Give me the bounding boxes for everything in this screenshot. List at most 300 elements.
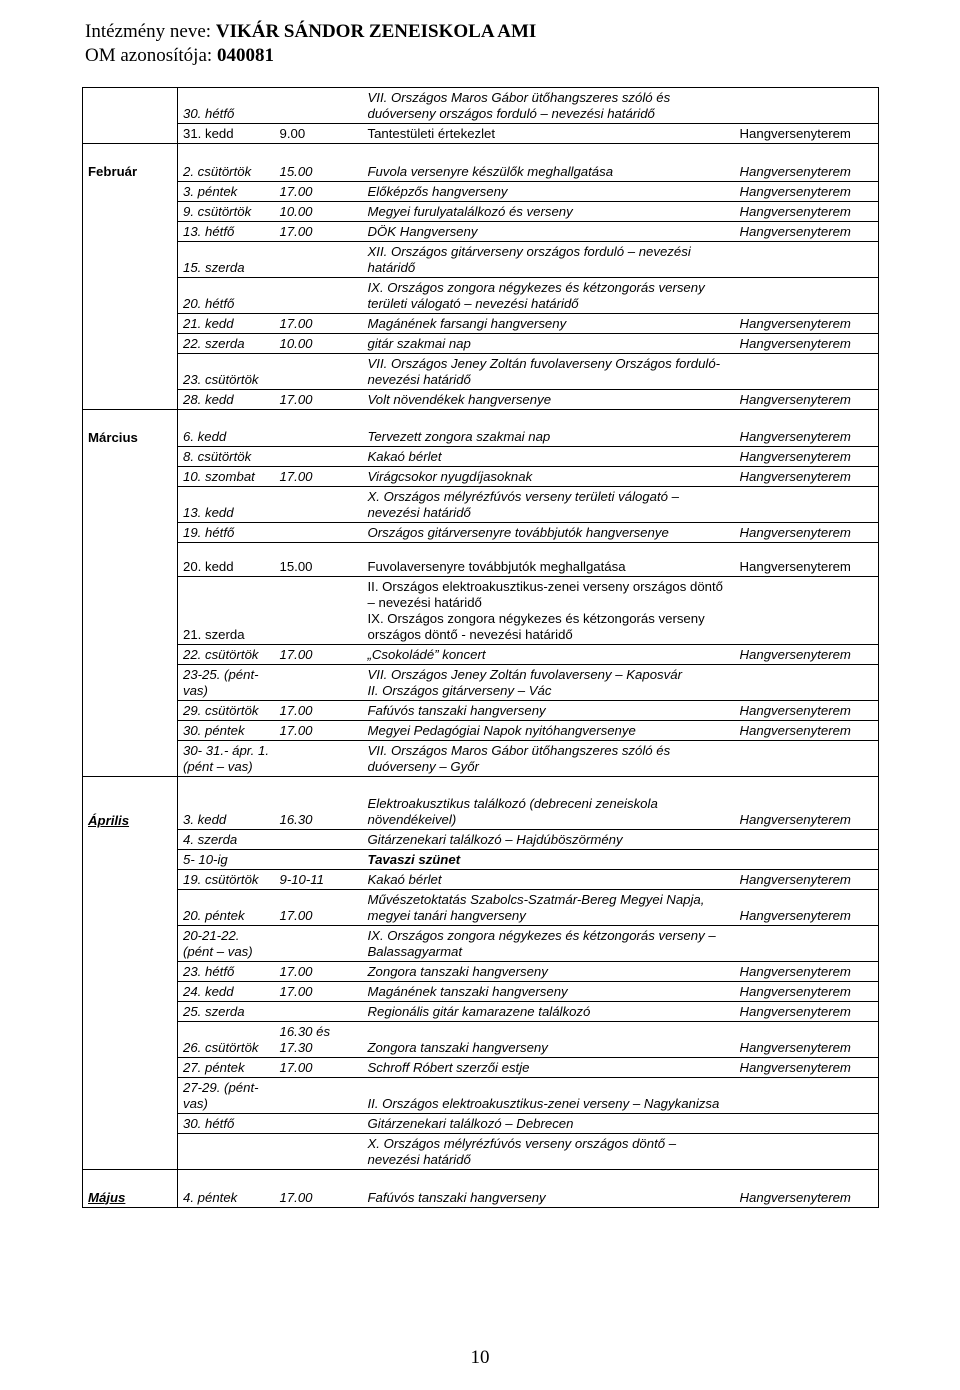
time-cell: 9.00 [275,124,363,144]
month-cell [83,890,178,926]
event-text: Volt növendékek hangversenye [367,391,552,407]
page-number: 10 [470,1347,490,1368]
date-cell [178,776,275,794]
date-cell: 19. csütörtök [178,870,275,890]
event-text: Országos gitárversenyre továbbjutók hangversenye [367,525,669,540]
time-cell: 17.00 [275,700,363,720]
date-cell: 23. hétfő [178,962,275,982]
event-text: VII. Országos Maros Gábor ütőhangszeres szóló és duóverseny országos forduló – nevezési határidő [367,90,671,121]
time-cell: 17.00 [275,982,363,1002]
schedule-row [83,467,879,487]
event-text: Zongora tanszaki hangverseny [367,1040,548,1055]
date-cell [178,409,275,427]
event-cell [363,221,735,241]
event-cell [363,644,735,664]
event-cell [363,313,735,333]
event-text: Zongora tanszaki hangverseny [367,964,548,979]
event-cell [363,830,735,850]
event-cell [363,333,735,353]
place-cell: Hangversenyterem [735,162,879,182]
event-text: Tavaszi szünet [367,852,461,867]
month-cell [83,982,178,1002]
schedule-row [83,644,879,664]
om-id-value: 040081 [216,45,274,66]
event-cell [363,1170,735,1188]
month-cell [83,1078,178,1114]
month-cell [83,1114,178,1134]
place-cell: Hangversenyterem [735,389,879,409]
place-cell: Hangversenyterem [735,1002,879,1022]
month-separator-row [83,1170,879,1188]
event-cell [363,1002,735,1022]
event-text: VII. Országos Jeney Zoltán fuvolaverseny Országos forduló- nevezési határidő [367,355,721,387]
month-cell [83,353,178,389]
event-text: Schroff Róbert szerzői estje [367,1060,530,1075]
date-cell: 8. csütörtök [178,447,275,467]
time-cell [275,926,363,962]
schedule-row [83,487,879,523]
time-cell [275,1134,363,1170]
event-text: Elektroakusztikus találkozó (debreceni zeneiskola növendékeivel) [367,796,658,827]
event-cell [363,144,735,162]
event-cell [363,1022,735,1058]
month-cell [83,543,178,557]
institution-name-value: VIKÁR SÁNDOR ZENEISKOLA AMI [215,21,537,42]
schedule-row [83,313,879,333]
date-cell: 20. péntek [178,890,275,926]
date-cell: 13. kedd [178,487,275,523]
date-cell: 26. csütörtök [178,1022,275,1058]
event-text: Tervezett zongora szakmai nap [367,429,551,444]
event-text: DÖK Hangverseny [367,223,478,239]
month-separator-row [83,776,879,794]
event-cell [363,720,735,740]
schedule-row [83,926,879,962]
time-cell [275,447,363,467]
place-cell: Hangversenyterem [735,201,879,221]
event-cell [363,926,735,962]
date-cell: 9. csütörtök [178,201,275,221]
date-cell: 4. szerda [178,830,275,850]
time-cell: 17.00 [275,962,363,982]
event-cell [363,487,735,523]
month-cell [83,830,178,850]
month-cell: Május [83,1188,178,1208]
month-cell [83,576,178,644]
event-cell [363,962,735,982]
event-cell [363,1058,735,1078]
event-cell [363,890,735,926]
event-text: X. Országos mélyrézfúvós verseny országos döntő – nevezési határidő [367,1136,677,1167]
schedule-row [83,720,879,740]
month-cell [83,1022,178,1058]
event-cell [363,1188,735,1208]
month-cell [83,313,178,333]
month-cell [83,241,178,277]
date-cell: 5- 10-ig [178,850,275,870]
time-cell [275,740,363,776]
event-cell [363,543,735,557]
event-cell [363,982,735,1002]
date-cell: 13. hétfő [178,221,275,241]
date-cell: 19. hétfő [178,523,275,543]
schedule-row [83,1058,879,1078]
event-text: „Csokoládé” koncert [367,646,486,662]
date-cell: 30. hétfő [178,1114,275,1134]
place-cell [735,664,879,700]
event-cell [363,523,735,543]
event-text: Gitárzenekari találkozó – Hajdúböszörmény [367,832,623,847]
schedule-row [83,201,879,221]
month-cell [83,1134,178,1170]
place-cell [735,1134,879,1170]
event-text: Kakaó bérlet [367,449,442,464]
event-cell [363,576,735,644]
month-cell [83,926,178,962]
schedule-row [83,1002,879,1022]
place-cell: Hangversenyterem [735,1188,879,1208]
date-cell: 4. péntek [178,1188,275,1208]
place-cell: Hangversenyterem [735,1058,879,1078]
month-cell [83,740,178,776]
institution-name-label: Intézmény neve: [85,21,216,42]
month-cell: Február [83,162,178,182]
event-cell [363,162,735,182]
date-cell [178,144,275,162]
event-cell [363,740,735,776]
month-cell [83,124,178,144]
month-cell [83,720,178,740]
month-cell [83,557,178,577]
place-cell [735,241,879,277]
month-cell [83,389,178,409]
event-schedule-table [82,87,879,1208]
time-cell [275,1114,363,1134]
time-cell: 17.00 [275,313,363,333]
place-cell: Hangversenyterem [735,427,879,447]
place-cell [735,409,879,427]
month-cell [83,664,178,700]
place-cell [735,487,879,523]
date-cell: 24. kedd [178,982,275,1002]
event-text: X. Országos mélyrézfúvós verseny területi válogató – nevezési határidő [367,489,680,520]
schedule-row [83,181,879,201]
place-cell: Hangversenyterem [735,1022,879,1058]
om-id-label: OM azonosítója: [85,45,217,66]
schedule-row [83,124,879,144]
time-cell [275,277,363,313]
place-cell: Hangversenyterem [735,181,879,201]
schedule-row [83,162,879,182]
month-cell [83,88,178,124]
event-cell [363,181,735,201]
schedule-row [83,890,879,926]
place-cell [735,1078,879,1114]
event-text: Fafúvós tanszaki hangverseny [367,702,546,718]
place-cell [735,88,879,124]
time-cell [275,776,363,794]
month-cell [83,776,178,794]
date-cell: 20. hétfő [178,277,275,313]
place-cell [735,576,879,644]
schedule-row [83,389,879,409]
place-cell: Hangversenyterem [735,447,879,467]
event-text: Gitárzenekari találkozó – Debrecen [367,1116,574,1131]
place-cell [735,776,879,794]
time-cell [275,1170,363,1188]
event-cell [363,467,735,487]
time-cell: 17.00 [275,1188,363,1208]
date-cell [178,1134,275,1170]
date-cell: 21. szerda [178,576,275,644]
time-cell [275,88,363,124]
time-cell [275,409,363,427]
institution-name-line [85,21,536,43]
event-cell [363,88,735,124]
schedule-row [83,1078,879,1114]
event-text: Fuvolaversenyre továbbjutók meghallgatása [367,558,626,574]
place-cell [735,144,879,162]
schedule-row [83,427,879,447]
month-cell [83,700,178,720]
date-cell [178,1170,275,1188]
time-cell [275,543,363,557]
month-cell [83,1002,178,1022]
time-cell [275,576,363,644]
place-cell [735,926,879,962]
month-cell: Március [83,427,178,447]
event-text: Magánének tanszaki hangverseny [367,984,568,999]
place-cell [735,1114,879,1134]
place-cell [735,740,879,776]
time-cell: 16.30 [275,794,363,830]
event-text: Magánének farsangi hangverseny [367,315,567,331]
time-cell: 17.00 [275,221,363,241]
event-cell [363,870,735,890]
place-cell [735,543,879,557]
place-cell: Hangversenyterem [735,221,879,241]
time-cell: 17.00 [275,389,363,409]
event-cell [363,776,735,794]
place-cell: Hangversenyterem [735,313,879,333]
time-cell: 17.00 [275,644,363,664]
event-cell [363,353,735,389]
event-text: II. Országos elektroakusztikus-zenei verseny – Nagykanizsa [367,1096,720,1111]
event-cell [363,850,735,870]
time-cell [275,523,363,543]
schedule-row [83,1114,879,1134]
schedule-row [83,982,879,1002]
event-text: VII. Országos Jeney Zoltán fuvolaverseny – Kaposvár [367,666,682,682]
event-text: Virágcsokor nyugdíjasoknak [367,469,533,484]
event-cell [363,389,735,409]
month-separator-row [83,144,879,162]
date-cell: 21. kedd [178,313,275,333]
date-cell [178,543,275,557]
month-cell [83,409,178,427]
place-cell: Hangversenyterem [735,870,879,890]
time-cell: 10.00 [275,333,363,353]
event-text: Fuvola versenyre készülők meghallgatása [367,163,614,179]
schedule-row [83,700,879,720]
date-cell: 3. péntek [178,181,275,201]
time-cell [275,1002,363,1022]
event-text: Megyei Pedagógiai Napok nyitóhangversenye [367,722,636,738]
schedule-row [83,1134,879,1170]
month-cell [83,201,178,221]
schedule-row [83,850,879,870]
event-cell [363,201,735,221]
schedule-row [83,664,879,700]
date-cell: 30. péntek [178,720,275,740]
date-cell: 31. kedd [178,124,275,144]
schedule-row [83,353,879,389]
event-cell [363,241,735,277]
event-cell [363,277,735,313]
event-text: XII. Országos gitárverseny országos forduló – nevezési határidő [367,243,691,275]
place-cell [735,353,879,389]
blank-row [83,543,879,557]
date-cell: 27-29. (pént-vas) [178,1078,275,1114]
event-text: IX. Országos zongora négykezes és kétzongorás verseny területi válogató – nevezési határidő [367,279,705,311]
place-cell: Hangversenyterem [735,962,879,982]
place-cell [735,850,879,870]
event-text: Kakaó bérlet [367,872,442,887]
schedule-row [83,870,879,890]
event-cell [363,409,735,427]
month-cell [83,487,178,523]
time-cell [275,353,363,389]
month-separator-row [83,409,879,427]
event-text: Fafúvós tanszaki hangverseny [367,1189,546,1205]
om-id-line [85,45,274,67]
event-cell [363,1078,735,1114]
schedule-row [83,221,879,241]
schedule-row [83,557,879,577]
month-cell: Április [83,794,178,830]
event-cell [363,447,735,467]
time-cell [275,850,363,870]
schedule-row [83,830,879,850]
schedule-row [83,962,879,982]
month-cell [83,962,178,982]
month-cell [83,447,178,467]
time-cell [275,1078,363,1114]
time-cell: 17.00 [275,720,363,740]
date-cell: 22. szerda [178,333,275,353]
event-text-secondary: IX. Országos zongora négykezes és kétzongorás verseny országos döntő - nevezési határidő [367,610,705,642]
date-cell: 6. kedd [178,427,275,447]
event-cell [363,794,735,830]
place-cell: Hangversenyterem [735,794,879,830]
event-text: Megyei furulyatalálkozó és verseny [367,203,573,219]
month-cell [83,144,178,162]
schedule-row [83,1022,879,1058]
time-cell: 17.00 [275,467,363,487]
date-cell: 30. hétfő [178,88,275,124]
schedule-row [83,88,879,124]
date-cell: 23. csütörtök [178,353,275,389]
place-cell: Hangversenyterem [735,644,879,664]
time-cell: 15.00 [275,162,363,182]
month-cell [83,870,178,890]
month-cell [83,277,178,313]
event-cell [363,1114,735,1134]
time-cell: 17.00 [275,890,363,926]
event-text: Előképzős hangverseny [367,183,508,199]
place-cell: Hangversenyterem [735,333,879,353]
time-cell [275,241,363,277]
month-cell [83,850,178,870]
time-cell [275,144,363,162]
event-text: II. Országos elektroakusztikus-zenei verseny országos döntő – nevezési határidő [367,578,723,610]
month-cell [83,523,178,543]
time-cell: 17.00 [275,181,363,201]
place-cell: Hangversenyterem [735,124,879,144]
date-cell: 22. csütörtök [178,644,275,664]
time-cell: 10.00 [275,201,363,221]
time-cell [275,664,363,700]
place-cell: Hangversenyterem [735,523,879,543]
schedule-row [83,523,879,543]
place-cell [735,830,879,850]
month-cell [83,221,178,241]
date-cell: 27. péntek [178,1058,275,1078]
schedule-row [83,740,879,776]
date-cell: 25. szerda [178,1002,275,1022]
event-cell [363,1134,735,1170]
time-cell: 9-10-11 [275,870,363,890]
date-cell: 10. szombat [178,467,275,487]
event-cell [363,664,735,700]
date-cell: 28. kedd [178,389,275,409]
month-cell [83,1170,178,1188]
month-cell [83,467,178,487]
time-cell: 16.30 és 17.30 [275,1022,363,1058]
place-cell: Hangversenyterem [735,700,879,720]
event-text: Művészetoktatás Szabolcs-Szatmár-Bereg Megyei Napja, megyei tanári hangverseny [367,892,705,923]
date-cell: 15. szerda [178,241,275,277]
schedule-row [83,447,879,467]
month-cell [83,333,178,353]
schedule-row [83,1188,879,1208]
date-cell: 30- 31.- ápr. 1. (pént – vas) [178,740,275,776]
schedule-row [83,333,879,353]
schedule-row [83,576,879,644]
schedule-row [83,794,879,830]
event-text: gitár szakmai nap [367,335,471,351]
event-cell [363,557,735,577]
event-text: VII. Országos Maros Gábor ütőhangszeres szóló és duóverseny – Győr [367,742,671,774]
event-cell [363,700,735,720]
time-cell: 17.00 [275,1058,363,1078]
place-cell [735,1170,879,1188]
place-cell: Hangversenyterem [735,720,879,740]
place-cell: Hangversenyterem [735,890,879,926]
date-cell: 29. csütörtök [178,700,275,720]
schedule-row [83,277,879,313]
date-cell: 2. csütörtök [178,162,275,182]
time-cell [275,427,363,447]
event-text: Tantestületi értekezlet [367,126,496,141]
month-cell [83,1058,178,1078]
place-cell [735,277,879,313]
place-cell: Hangversenyterem [735,467,879,487]
month-cell [83,181,178,201]
place-cell: Hangversenyterem [735,557,879,577]
time-cell [275,487,363,523]
date-cell: 20-21-22. (pént – vas) [178,926,275,962]
